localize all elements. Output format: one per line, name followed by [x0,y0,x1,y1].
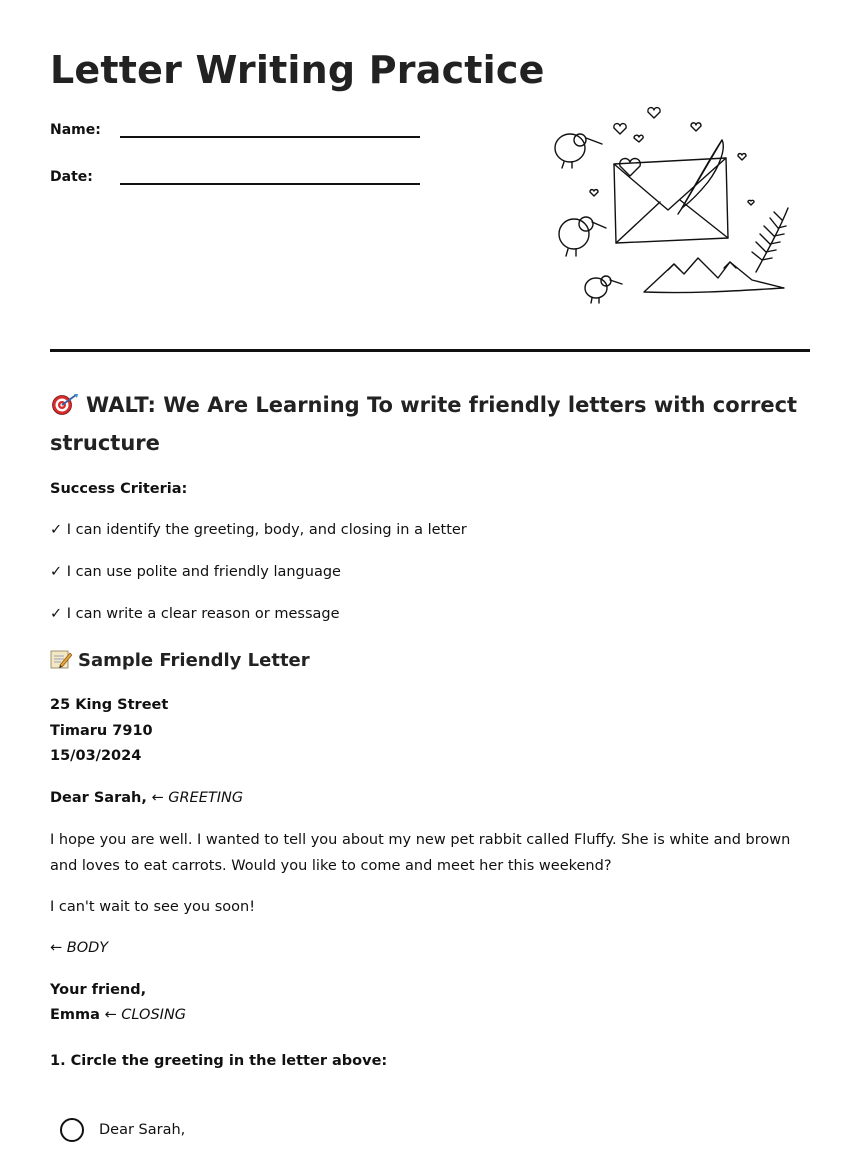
fern-icon [752,208,788,272]
greeting-line [50,790,243,806]
date-label: Date: [50,169,93,185]
signature-line [50,1007,186,1023]
page-title: Letter Writing Practice [50,48,545,92]
kiwi-bird-icon [585,276,622,303]
date-field[interactable] [50,169,450,193]
address-line: 25 King Street [50,697,169,713]
name-label: Name: [50,122,101,138]
kiwi-bird-icon [555,134,602,168]
body-marker: ← BODY [50,940,109,956]
date-line[interactable] [120,183,420,185]
criteria-item: ✓ I can use polite and friendly language [50,564,341,580]
closing-line: Your friend, [50,982,147,998]
greeting-marker: ← GREETING [151,790,244,806]
sample-letter-heading [50,649,310,671]
memo-icon [50,649,72,669]
question-prompt: 1. Circle the greeting in the letter above: [50,1053,388,1069]
radio-circle[interactable] [60,1118,84,1142]
kiwi-bird-icon [559,217,606,256]
closing-marker: ← CLOSING [104,1007,187,1023]
signature-text: Emma [50,1007,100,1023]
quill-icon [678,140,723,214]
name-field[interactable] [50,122,450,146]
criteria-item: ✓ I can identify the greeting, body, and closing in a letter [50,522,467,538]
address-line: Timaru 7910 [50,723,153,739]
answer-option-label: Dear Sarah, [99,1122,186,1138]
walt-heading [50,386,810,462]
letter-date: 15/03/2024 [50,748,142,764]
sample-heading-text: Sample Friendly Letter [78,650,310,671]
letter-body-paragraph: I can't wait to see you soon! [50,899,256,915]
header-divider [50,349,810,352]
walt-text: WALT: We Are Learning To write friendly letters with correct structure [50,393,798,455]
letter-kiwi-illustration [548,100,798,305]
envelope-icon [614,158,728,243]
target-icon [50,393,80,415]
success-criteria-heading: Success Criteria: [50,481,188,497]
letter-body-paragraph: I hope you are well. I wanted to tell you about my new pet rabbit called Fluffy. She is white and brown and loves to eat carrots. Would you like to come and meet her this weekend? [50,832,791,874]
criteria-item: ✓ I can write a clear reason or message [50,606,340,622]
name-line[interactable] [120,136,420,138]
greeting-text: Dear Sarah, [50,790,147,806]
answer-option[interactable] [60,1117,185,1143]
mountains-icon [644,258,784,293]
